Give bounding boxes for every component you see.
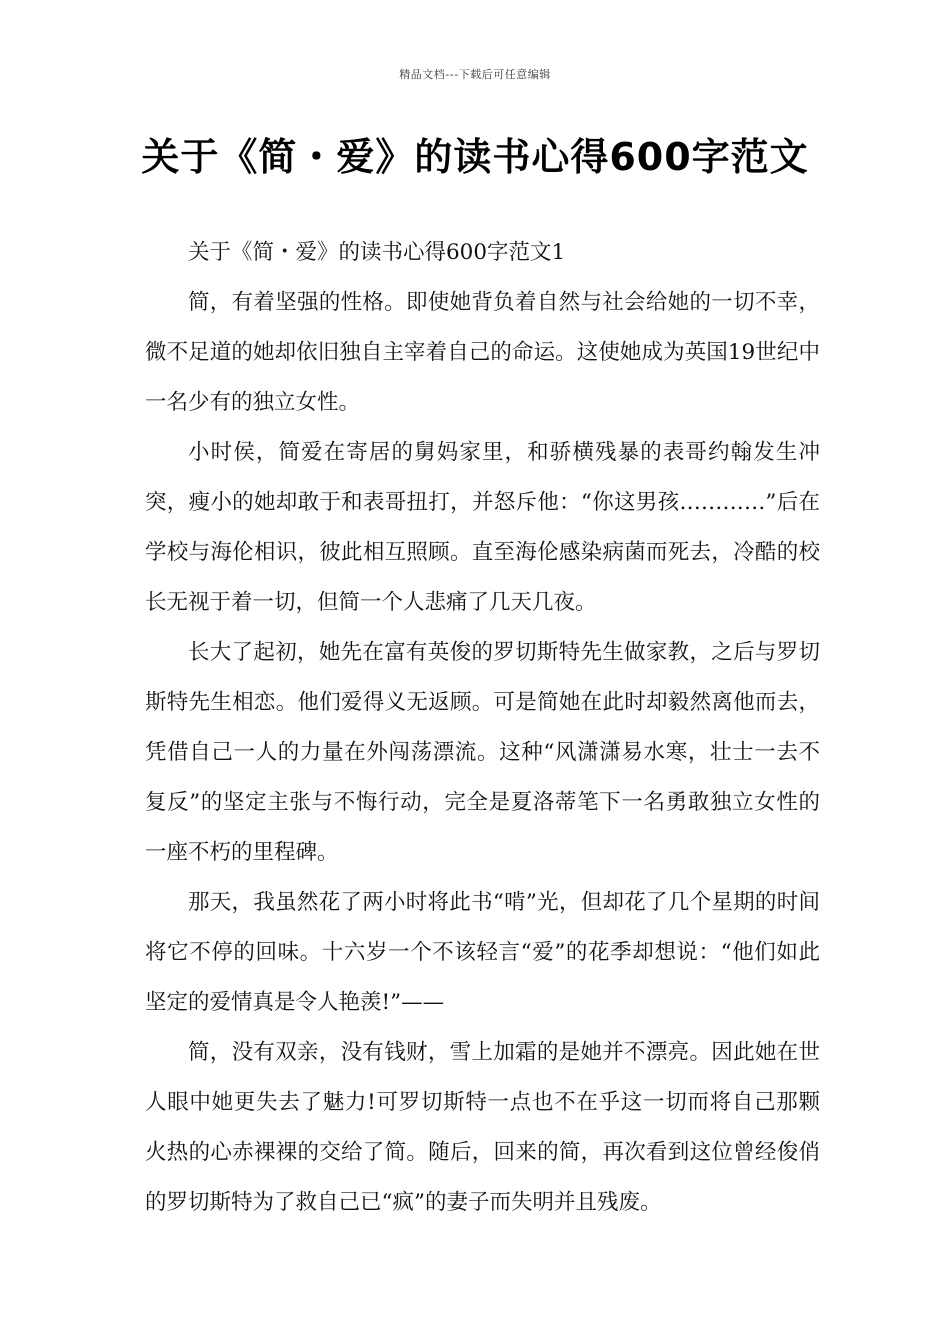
- paragraph-subtitle: 关于《简・爱》的读书心得600字范文1: [188, 240, 566, 265]
- paragraph: 长大了起初，她先在富有英俊的罗切斯特先生做家教，之后与罗切斯特先生相恋。他们爱得义无返顾。可是简她在此时却毅然离他而去，凭借自己一人的力量在外闯荡漂流。这种“风潇潇易水寒，壮士一去不复反”的坚定主张与不悔行动，完全是夏洛蒂笔下一名勇敢独立女性的一座不朽的里程碑。: [145, 640, 820, 865]
- paragraph: 简，有着坚强的性格。即使她背负着自然与社会给她的一切不幸，微不足道的她却依旧独自主宰着自己的命运。这使她成为英国19世纪中一名少有的独立女性。: [145, 290, 820, 415]
- paragraph: 那天，我虽然花了两小时将此书“啃”光，但却花了几个星期的时间将它不停的回味。十六岁一个不该轻言“爱”的花季却想说：“他们如此坚定的爱情真是令人艳羡!”——: [145, 890, 820, 1015]
- document-title: 关于《简・爱》的读书心得600字范文: [141, 135, 809, 179]
- document-body: [145, 228, 820, 1228]
- paragraph: 简，没有双亲，没有钱财，雪上加霜的是她并不漂亮。因此她在世人眼中她更失去了魅力!可罗切斯特一点也不在乎这一切而将自己那颗火热的心赤裸裸的交给了简。随后，回来的简，再次看到这位曾经俊俏的罗切斯特为了救自己已“疯”的妻子而失明并且残废。: [145, 1040, 820, 1215]
- paragraph: 小时侯，简爱在寄居的舅妈家里，和骄横残暴的表哥约翰发生冲突，瘦小的她却敢于和表哥扭打，并怒斥他：“你这男孩…………”后在学校与海伦相识，彼此相互照顾。直至海伦感染病菌而死去，冷酷的校长无视于着一切，但简一个人悲痛了几天几夜。: [145, 440, 820, 615]
- header-note: 精品文档---下载后可任意编辑: [399, 68, 551, 81]
